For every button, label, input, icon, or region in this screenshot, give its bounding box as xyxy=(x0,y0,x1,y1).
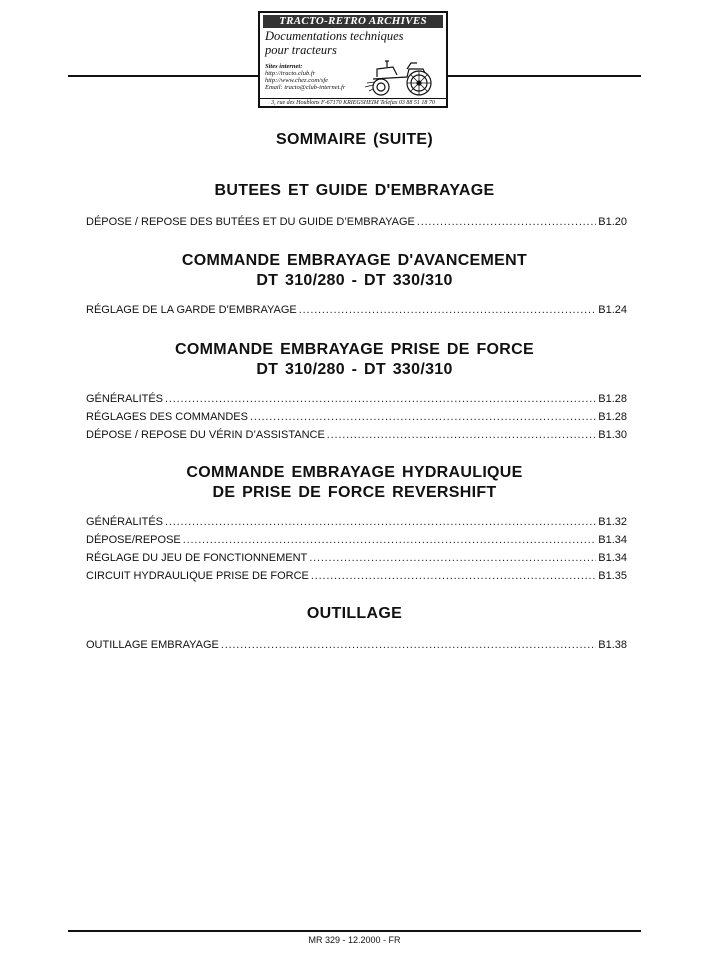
toc-entry-page: B1.24 xyxy=(598,304,627,316)
section-1-title: BUTEES ET GUIDE D'EMBRAYAGE xyxy=(214,182,495,199)
page-title: SOMMAIRE (SUITE) xyxy=(275,131,434,148)
toc-entry-page: B1.28 xyxy=(598,393,627,405)
toc-entry[interactable] xyxy=(86,303,627,317)
dot-leader xyxy=(327,428,596,442)
toc-entry-page: B1.35 xyxy=(598,570,627,582)
section-3-subtitle: DT 310/280 - DT 330/310 xyxy=(256,361,453,378)
header-rule-right xyxy=(448,75,641,77)
toc-entry-label: OUTILLAGE EMBRAYAGE xyxy=(86,639,219,651)
toc-entry-label: DÉPOSE / REPOSE DES BUTÉES ET DU GUIDE D’EMBRAYAGE xyxy=(86,216,415,228)
toc-entry-label: DÉPOSE/REPOSE xyxy=(86,534,181,546)
stamp-site-1: http://tracto.club.fr xyxy=(265,70,316,77)
toc-entry[interactable] xyxy=(86,215,627,229)
stamp-sites-label: Sites internet: xyxy=(265,63,303,70)
section-2-subtitle: DT 310/280 - DT 330/310 xyxy=(256,272,453,289)
toc-entry-page: B1.38 xyxy=(598,639,627,651)
toc-entry-page: B1.32 xyxy=(598,516,627,528)
dot-leader xyxy=(250,410,596,424)
toc-entry[interactable] xyxy=(86,533,627,547)
toc-entry-label: RÉGLAGE DU JEU DE FONCTIONNEMENT xyxy=(86,552,308,564)
stamp-site-2: http://www.chez.com/sfe xyxy=(265,77,329,84)
dot-leader xyxy=(309,551,596,565)
toc-entry[interactable] xyxy=(86,410,627,424)
toc-entry-label: RÉGLAGES DES COMMANDES xyxy=(86,411,248,423)
dot-leader xyxy=(299,303,596,317)
toc-entry-label: GÉNÉRALITÉS xyxy=(86,393,164,405)
dot-leader xyxy=(417,215,596,229)
toc-entry[interactable] xyxy=(86,515,627,529)
section-3-title: COMMANDE EMBRAYAGE PRISE DE FORCE xyxy=(175,341,534,358)
dot-leader xyxy=(165,515,596,529)
dot-leader xyxy=(183,533,596,547)
stamp-email: Email: tracto@club-internet.fr xyxy=(265,84,346,91)
toc-entry[interactable] xyxy=(86,551,627,565)
dot-leader xyxy=(165,392,596,406)
section-4-subtitle: DE PRISE DE FORCE REVERSHIFT xyxy=(212,484,497,501)
section-2-title: COMMANDE EMBRAYAGE D'AVANCEMENT xyxy=(181,252,528,269)
toc-entry-label: GÉNÉRALITÉS xyxy=(86,516,164,528)
toc-entry-label: DÉPOSE / REPOSE DU VÉRIN D’ASSISTANCE xyxy=(86,429,325,441)
stamp-subtitle-1: Documentations techniques xyxy=(265,29,404,43)
stamp-subtitle-2: pour tracteurs xyxy=(265,43,337,57)
toc-entry-label: CIRCUIT HYDRAULIQUE PRISE DE FORCE xyxy=(86,570,309,582)
toc-entry[interactable] xyxy=(86,392,627,406)
stamp-title: TRACTO-RETRO ARCHIVES xyxy=(263,15,443,28)
header-rule-left xyxy=(68,75,258,77)
toc-entry-page: B1.30 xyxy=(598,429,627,441)
toc-entry[interactable] xyxy=(86,569,627,583)
toc-entry[interactable] xyxy=(86,638,627,652)
dot-leader xyxy=(221,638,596,652)
archive-stamp xyxy=(258,11,448,108)
toc-entry[interactable] xyxy=(86,428,627,442)
footer-rule xyxy=(68,930,641,932)
dot-leader xyxy=(311,569,596,583)
section-4-title: COMMANDE EMBRAYAGE HYDRAULIQUE xyxy=(186,464,523,481)
toc-entry-page: B1.34 xyxy=(598,552,627,564)
stamp-address: 3, rue des Houblons F-67170 KRIEGSHEIM Telefax 03 88 51 18 70 xyxy=(260,98,446,107)
tractor-drawing-icon xyxy=(363,57,443,97)
footer-reference: MR 329 - 12.2000 - FR xyxy=(308,935,401,945)
section-5-title: OUTILLAGE xyxy=(306,605,403,622)
toc-entry-page: B1.20 xyxy=(598,216,627,228)
toc-entry-label: RÉGLAGE DE LA GARDE D'EMBRAYAGE xyxy=(86,304,297,316)
toc-entry-page: B1.28 xyxy=(598,411,627,423)
toc-entry-page: B1.34 xyxy=(598,534,627,546)
